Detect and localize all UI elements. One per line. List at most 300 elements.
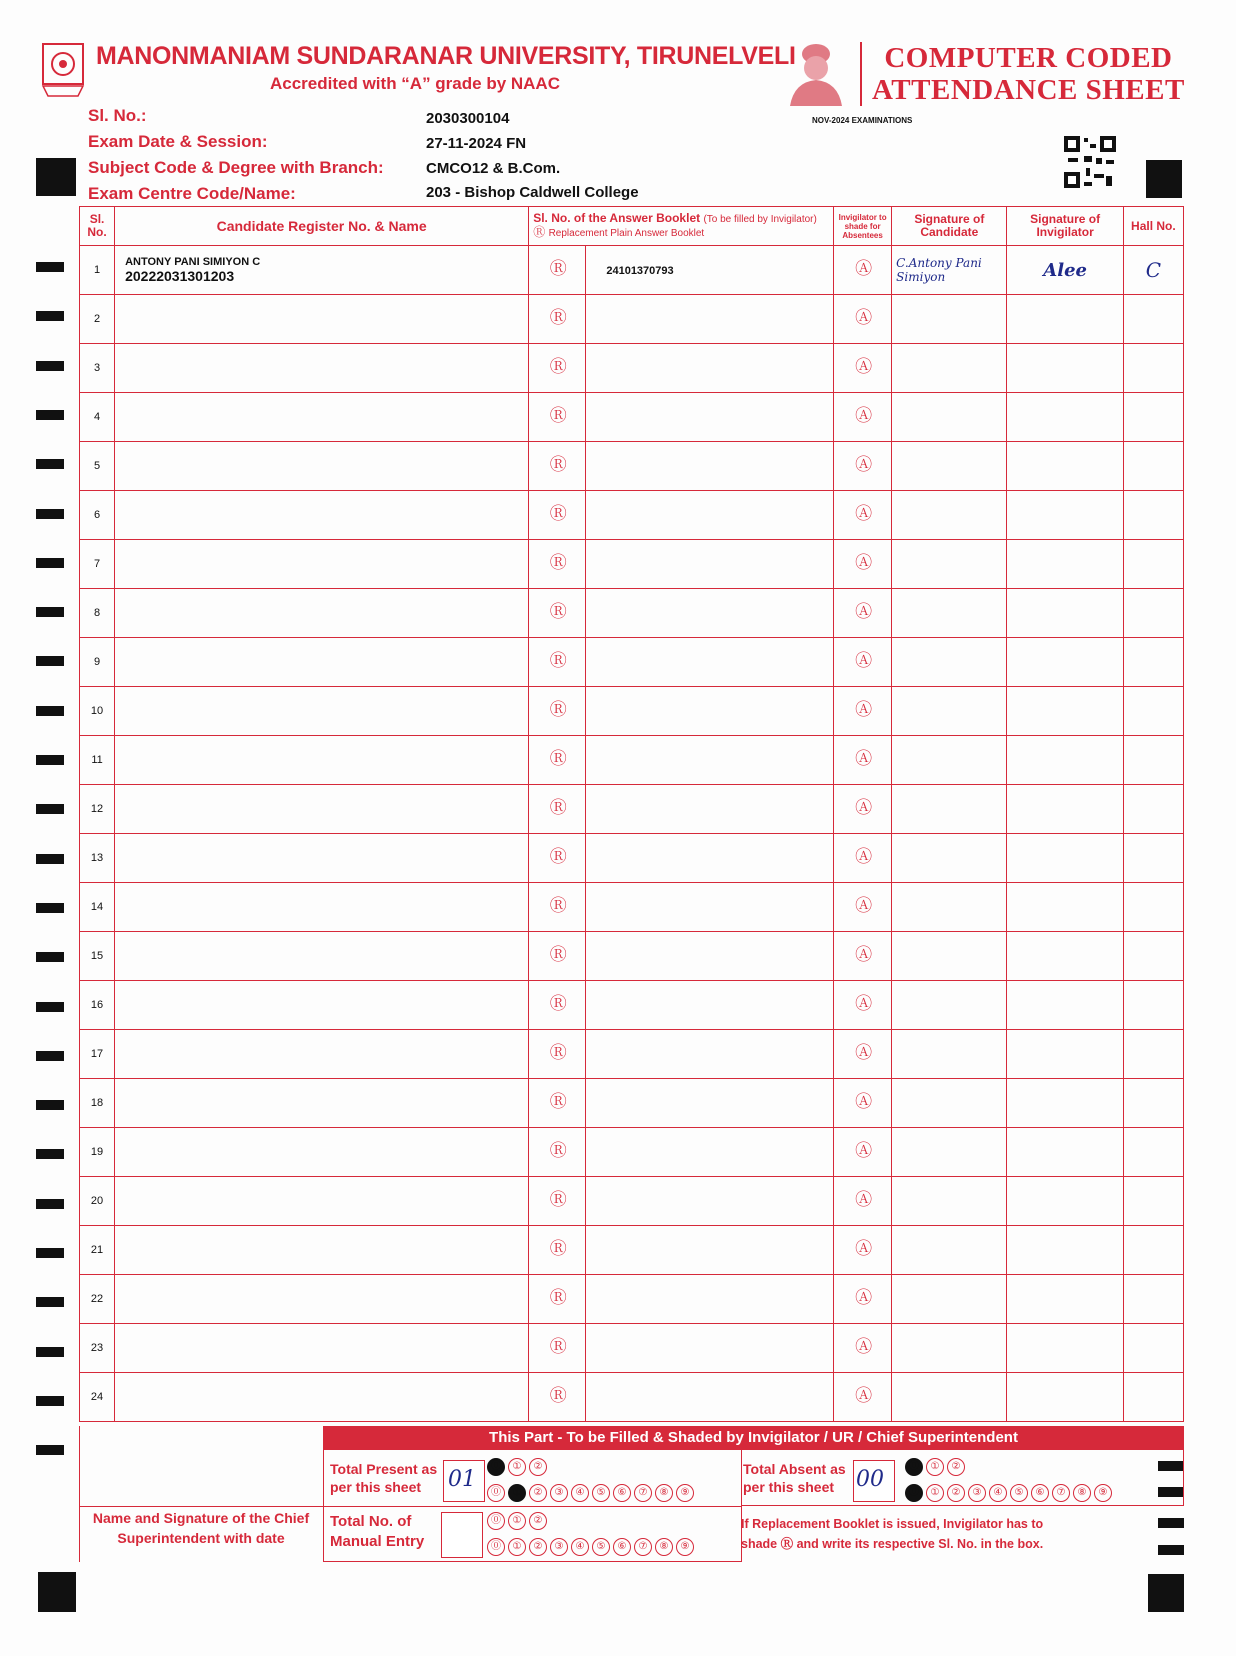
booklet-cell[interactable] bbox=[586, 393, 834, 442]
timing-mark bbox=[36, 656, 64, 666]
absent-bubble[interactable]: Ⓐ bbox=[855, 1386, 873, 1405]
absent-cell bbox=[834, 883, 892, 932]
replacement-cell bbox=[529, 1177, 586, 1226]
digit-bubble[interactable]: ⑥ bbox=[613, 1484, 631, 1502]
timing-mark bbox=[36, 410, 64, 420]
present-tens-bubbles[interactable] bbox=[487, 1456, 550, 1476]
replacement-bubble[interactable]: Ⓡ bbox=[549, 798, 567, 817]
replacement-bubble[interactable]: Ⓡ bbox=[549, 896, 567, 915]
invigilator-signature-cell[interactable] bbox=[1007, 589, 1123, 638]
booklet-cell[interactable] bbox=[586, 687, 834, 736]
hall-cell[interactable] bbox=[1123, 883, 1183, 932]
hall-cell[interactable] bbox=[1123, 1177, 1183, 1226]
absent-bubble[interactable]: Ⓐ bbox=[855, 308, 873, 327]
registration-mark bbox=[1148, 1574, 1184, 1612]
candidate-cell bbox=[115, 1079, 529, 1128]
booklet-cell[interactable] bbox=[586, 1275, 834, 1324]
replacement-bubble[interactable]: Ⓡ bbox=[549, 847, 567, 866]
digit-bubble[interactable]: ② bbox=[947, 1484, 965, 1502]
replacement-note: If Replacement Booklet is issued, Invigilator has to shade Ⓡ and write its respective Sl. No. in the box. bbox=[741, 1517, 1044, 1551]
sheet-title-line2: ATTENDANCE SHEET bbox=[872, 74, 1185, 106]
digit-bubble[interactable]: ⑦ bbox=[634, 1538, 652, 1556]
replacement-bubble[interactable]: Ⓡ bbox=[549, 651, 567, 670]
candidate-signature-cell[interactable] bbox=[892, 1177, 1007, 1226]
manual-units-bubbles[interactable] bbox=[487, 1536, 697, 1556]
candidate-cell bbox=[115, 736, 529, 785]
row-sl: 3 bbox=[80, 344, 115, 393]
timing-mark bbox=[36, 1347, 64, 1357]
invigilator-signature-cell[interactable] bbox=[1007, 1275, 1123, 1324]
replacement-bubble[interactable]: Ⓡ bbox=[549, 504, 567, 523]
invigilator-signature-cell[interactable] bbox=[1007, 1324, 1123, 1373]
booklet-cell[interactable] bbox=[586, 1128, 834, 1177]
timing-mark bbox=[36, 1100, 64, 1110]
candidate-cell bbox=[115, 540, 529, 589]
absent-bubble[interactable]: Ⓐ bbox=[855, 1043, 873, 1062]
replacement-bubble[interactable]: Ⓡ bbox=[549, 259, 567, 278]
replacement-bubble[interactable]: Ⓡ bbox=[549, 553, 567, 572]
candidate-cell bbox=[115, 1275, 529, 1324]
absent-bubble[interactable]: Ⓐ bbox=[855, 798, 873, 817]
booklet-cell[interactable] bbox=[586, 1373, 834, 1422]
invigilator-signature-cell[interactable] bbox=[1007, 785, 1123, 834]
invigilator-signature-cell[interactable] bbox=[1007, 344, 1123, 393]
total-present-box[interactable] bbox=[443, 1460, 485, 1502]
table-row bbox=[80, 246, 1184, 295]
manual-tens-bubbles[interactable] bbox=[487, 1510, 550, 1530]
row-sl: 22 bbox=[80, 1275, 115, 1324]
sl-no-value: 2030300104 bbox=[426, 110, 510, 127]
hall-cell[interactable] bbox=[1123, 785, 1183, 834]
candidate-signature-cell[interactable] bbox=[892, 834, 1007, 883]
hall-cell[interactable] bbox=[1123, 1128, 1183, 1177]
digit-bubble[interactable]: ⑨ bbox=[1094, 1484, 1112, 1502]
digit-bubble[interactable]: ⑦ bbox=[1052, 1484, 1070, 1502]
booklet-number: 24101370793 bbox=[606, 265, 674, 277]
candidate-cell bbox=[115, 1128, 529, 1177]
booklet-cell[interactable] bbox=[586, 246, 834, 295]
hall-cell[interactable] bbox=[1123, 491, 1183, 540]
hall-cell[interactable] bbox=[1123, 1226, 1183, 1275]
hall-cell[interactable] bbox=[1123, 638, 1183, 687]
booklet-cell[interactable] bbox=[586, 981, 834, 1030]
absent-bubble[interactable]: Ⓐ bbox=[855, 945, 873, 964]
table-row bbox=[80, 687, 1184, 736]
hall-cell[interactable] bbox=[1123, 246, 1183, 295]
absent-bubble[interactable]: Ⓐ bbox=[855, 1092, 873, 1111]
digit-bubble[interactable]: ⓪ bbox=[487, 1512, 505, 1530]
replacement-bubble[interactable]: Ⓡ bbox=[549, 357, 567, 376]
registration-mark bbox=[1146, 160, 1182, 198]
digit-bubble[interactable]: ⑥ bbox=[1031, 1484, 1049, 1502]
table-row bbox=[80, 491, 1184, 540]
absent-bubble[interactable]: Ⓐ bbox=[855, 847, 873, 866]
replacement-bubble[interactable]: Ⓡ bbox=[549, 1386, 567, 1405]
table-row bbox=[80, 981, 1184, 1030]
digit-bubble[interactable]: ⑧ bbox=[1073, 1484, 1091, 1502]
candidate-name: ANTONY PANI SIMIYON C bbox=[125, 256, 261, 268]
candidate-cell bbox=[115, 1373, 529, 1422]
invigilator-signature: Alee bbox=[1043, 259, 1087, 281]
hall-cell[interactable] bbox=[1123, 1324, 1183, 1373]
candidate-signature-cell[interactable] bbox=[892, 687, 1007, 736]
replacement-cell bbox=[529, 540, 586, 589]
timing-mark bbox=[36, 1445, 64, 1455]
digit-bubble[interactable]: ⑥ bbox=[613, 1538, 631, 1556]
invigilator-signature-cell[interactable] bbox=[1007, 981, 1123, 1030]
candidate-signature-cell[interactable] bbox=[892, 1079, 1007, 1128]
absent-cell bbox=[834, 540, 892, 589]
invigilator-signature-cell[interactable] bbox=[1007, 295, 1123, 344]
candidate-signature-cell[interactable] bbox=[892, 589, 1007, 638]
candidate-signature-cell[interactable] bbox=[892, 1324, 1007, 1373]
candidate-signature-cell[interactable] bbox=[892, 295, 1007, 344]
summary-section bbox=[79, 1426, 1184, 1562]
digit-bubble[interactable]: ⓪ bbox=[487, 1538, 505, 1556]
absent-bubble[interactable]: Ⓐ bbox=[855, 700, 873, 719]
timing-mark bbox=[36, 1199, 64, 1209]
total-present-label: Total Present as per this sheet bbox=[330, 1461, 438, 1495]
row-sl: 4 bbox=[80, 393, 115, 442]
absent-cell bbox=[834, 344, 892, 393]
replacement-bubble[interactable]: Ⓡ bbox=[549, 1239, 567, 1258]
digit-bubble[interactable]: ④ bbox=[571, 1484, 589, 1502]
row-sl: 11 bbox=[80, 736, 115, 785]
absent-bubble[interactable]: Ⓐ bbox=[855, 651, 873, 670]
replacement-bubble[interactable]: Ⓡ bbox=[549, 602, 567, 621]
hall-cell[interactable] bbox=[1123, 295, 1183, 344]
absent-bubble[interactable]: Ⓐ bbox=[855, 994, 873, 1013]
timing-mark bbox=[36, 361, 64, 371]
digit-bubble[interactable]: ⓪ bbox=[905, 1484, 923, 1502]
digit-bubble[interactable]: ⑤ bbox=[592, 1484, 610, 1502]
hall-cell[interactable] bbox=[1123, 344, 1183, 393]
digit-bubble[interactable]: ⑤ bbox=[1010, 1484, 1028, 1502]
present-units-bubbles[interactable] bbox=[487, 1482, 697, 1502]
digit-bubble[interactable]: ② bbox=[529, 1458, 547, 1476]
row-sl: 15 bbox=[80, 932, 115, 981]
digit-bubble[interactable]: ③ bbox=[550, 1484, 568, 1502]
booklet-cell[interactable] bbox=[586, 736, 834, 785]
absent-bubble[interactable]: Ⓐ bbox=[855, 749, 873, 768]
digit-bubble[interactable]: ⓪ bbox=[905, 1458, 923, 1476]
digit-bubble[interactable]: ① bbox=[508, 1538, 526, 1556]
candidate-signature-cell[interactable] bbox=[892, 540, 1007, 589]
invigilator-signature-cell[interactable] bbox=[1007, 1177, 1123, 1226]
candidate-signature-cell[interactable] bbox=[892, 883, 1007, 932]
invigilator-signature-cell[interactable] bbox=[1007, 246, 1123, 295]
digit-bubble[interactable]: ① bbox=[508, 1458, 526, 1476]
digit-bubble[interactable]: ④ bbox=[571, 1538, 589, 1556]
hall-cell[interactable] bbox=[1123, 1373, 1183, 1422]
booklet-cell[interactable] bbox=[586, 883, 834, 932]
invigilator-signature-cell[interactable] bbox=[1007, 736, 1123, 785]
booklet-cell[interactable] bbox=[586, 932, 834, 981]
digit-bubble[interactable]: ② bbox=[529, 1538, 547, 1556]
replacement-bubble[interactable]: Ⓡ bbox=[549, 1043, 567, 1062]
digit-bubble[interactable]: ⑤ bbox=[592, 1538, 610, 1556]
digit-bubble[interactable]: ⑨ bbox=[676, 1484, 694, 1502]
candidate-cell bbox=[115, 883, 529, 932]
timing-mark bbox=[36, 1051, 64, 1061]
candidate-signature-cell[interactable] bbox=[892, 638, 1007, 687]
row-sl: 13 bbox=[80, 834, 115, 883]
hall-cell[interactable] bbox=[1123, 589, 1183, 638]
absent-cell bbox=[834, 246, 892, 295]
hall-cell[interactable] bbox=[1123, 981, 1183, 1030]
founder-portrait bbox=[784, 40, 848, 106]
replacement-bubble[interactable]: Ⓡ bbox=[549, 945, 567, 964]
invigilator-signature-cell[interactable] bbox=[1007, 1030, 1123, 1079]
booklet-cell[interactable] bbox=[586, 834, 834, 883]
invigilator-signature-cell[interactable] bbox=[1007, 1079, 1123, 1128]
candidate-signature-cell[interactable] bbox=[892, 1030, 1007, 1079]
digit-bubble[interactable]: ① bbox=[508, 1512, 526, 1530]
table-row bbox=[80, 1226, 1184, 1275]
replacement-bubble[interactable]: Ⓡ bbox=[549, 1190, 567, 1209]
absent-bubble[interactable]: Ⓐ bbox=[855, 1288, 873, 1307]
accreditation-text: Accredited with “A” grade by NAAC bbox=[270, 74, 560, 93]
candidate-signature-cell[interactable] bbox=[892, 1128, 1007, 1177]
table-row bbox=[80, 1275, 1184, 1324]
candidate-signature-cell[interactable] bbox=[892, 246, 1007, 295]
digit-bubble[interactable]: ③ bbox=[550, 1538, 568, 1556]
digit-bubble[interactable]: ⑦ bbox=[634, 1484, 652, 1502]
header-booklet-sub: Replacement Plain Answer Booklet bbox=[548, 228, 705, 239]
booklet-cell[interactable] bbox=[586, 638, 834, 687]
table-row bbox=[80, 1128, 1184, 1177]
booklet-cell[interactable] bbox=[586, 1177, 834, 1226]
row-sl: 10 bbox=[80, 687, 115, 736]
exam-date-value: 27-11-2024 FN bbox=[426, 135, 527, 152]
university-logo bbox=[40, 42, 86, 98]
row-sl: 7 bbox=[80, 540, 115, 589]
candidate-signature: C.Antony Pani Simiyon bbox=[896, 256, 982, 284]
header-signature-candidate: Signature of Candidate bbox=[892, 207, 1007, 246]
digit-bubble[interactable]: ③ bbox=[968, 1484, 986, 1502]
replacement-bubble[interactable]: Ⓡ bbox=[549, 700, 567, 719]
candidate-signature-cell[interactable] bbox=[892, 1226, 1007, 1275]
timing-mark bbox=[36, 755, 64, 765]
replacement-bubble[interactable]: Ⓡ bbox=[549, 455, 567, 474]
absent-bubble[interactable]: Ⓐ bbox=[855, 1337, 873, 1356]
absent-bubble[interactable]: Ⓐ bbox=[855, 406, 873, 425]
invigilator-signature-cell[interactable] bbox=[1007, 1128, 1123, 1177]
hall-cell[interactable] bbox=[1123, 1079, 1183, 1128]
replacement-bubble[interactable]: Ⓡ bbox=[549, 1092, 567, 1111]
absent-bubble[interactable]: Ⓐ bbox=[855, 1190, 873, 1209]
replacement-cell bbox=[529, 736, 586, 785]
digit-bubble[interactable]: ⓪ bbox=[487, 1458, 505, 1476]
candidate-cell bbox=[115, 785, 529, 834]
absent-tens-bubbles[interactable] bbox=[905, 1456, 968, 1476]
row-sl: 20 bbox=[80, 1177, 115, 1226]
digit-bubble[interactable]: ⑧ bbox=[655, 1484, 673, 1502]
invigilator-signature-cell[interactable] bbox=[1007, 687, 1123, 736]
timing-mark bbox=[36, 607, 64, 617]
hall-cell[interactable] bbox=[1123, 834, 1183, 883]
hall-cell[interactable] bbox=[1123, 442, 1183, 491]
row-sl: 8 bbox=[80, 589, 115, 638]
hall-cell[interactable] bbox=[1123, 687, 1183, 736]
candidate-signature-cell[interactable] bbox=[892, 1275, 1007, 1324]
invigilator-signature-cell[interactable] bbox=[1007, 540, 1123, 589]
row-sl: 19 bbox=[80, 1128, 115, 1177]
hall-cell[interactable] bbox=[1123, 540, 1183, 589]
digit-bubble[interactable]: ② bbox=[529, 1484, 547, 1502]
replacement-bubble[interactable]: Ⓡ bbox=[549, 1141, 567, 1160]
replacement-cell bbox=[529, 344, 586, 393]
digit-bubble[interactable]: ⑨ bbox=[676, 1538, 694, 1556]
replacement-bubble[interactable]: Ⓡ bbox=[549, 308, 567, 327]
table-row bbox=[80, 1030, 1184, 1079]
candidate-cell bbox=[115, 442, 529, 491]
timing-mark bbox=[36, 459, 64, 469]
replacement-bubble[interactable]: Ⓡ bbox=[549, 1337, 567, 1356]
timing-mark bbox=[36, 509, 64, 519]
booklet-cell[interactable] bbox=[586, 589, 834, 638]
candidate-cell bbox=[115, 638, 529, 687]
total-absent-value: 00 bbox=[856, 1467, 884, 1492]
invigilator-signature-cell[interactable] bbox=[1007, 932, 1123, 981]
invigilator-signature-cell[interactable] bbox=[1007, 491, 1123, 540]
candidate-register-no: 20222031301203 bbox=[125, 268, 235, 284]
digit-bubble[interactable]: ① bbox=[926, 1484, 944, 1502]
replacement-cell bbox=[529, 1128, 586, 1177]
booklet-cell[interactable] bbox=[586, 491, 834, 540]
absent-bubble[interactable]: Ⓐ bbox=[855, 455, 873, 474]
absent-bubble[interactable]: Ⓐ bbox=[855, 1239, 873, 1258]
timing-mark bbox=[36, 1248, 64, 1258]
candidate-signature-cell[interactable] bbox=[892, 393, 1007, 442]
hall-cell[interactable] bbox=[1123, 1275, 1183, 1324]
table-row bbox=[80, 834, 1184, 883]
absent-cell bbox=[834, 393, 892, 442]
absent-bubble[interactable]: Ⓐ bbox=[855, 259, 873, 278]
absent-cell bbox=[834, 785, 892, 834]
digit-bubble[interactable]: ⓪ bbox=[487, 1484, 505, 1502]
candidate-cell bbox=[115, 1226, 529, 1275]
replacement-cell bbox=[529, 442, 586, 491]
total-absent-box[interactable] bbox=[853, 1460, 895, 1502]
absent-bubble[interactable]: Ⓐ bbox=[855, 504, 873, 523]
candidate-signature-cell[interactable] bbox=[892, 1373, 1007, 1422]
absent-cell bbox=[834, 834, 892, 883]
registration-mark bbox=[36, 158, 76, 196]
candidate-cell bbox=[115, 393, 529, 442]
hall-cell[interactable] bbox=[1123, 736, 1183, 785]
invigilator-signature-cell[interactable] bbox=[1007, 393, 1123, 442]
digit-bubble[interactable]: ① bbox=[508, 1484, 526, 1502]
candidate-signature-cell[interactable] bbox=[892, 736, 1007, 785]
candidate-cell bbox=[115, 344, 529, 393]
invigilator-signature-cell[interactable] bbox=[1007, 834, 1123, 883]
absent-bubble[interactable]: Ⓐ bbox=[855, 602, 873, 621]
candidate-cell bbox=[115, 687, 529, 736]
absent-cell bbox=[834, 295, 892, 344]
hall-cell[interactable] bbox=[1123, 1030, 1183, 1079]
candidate-signature-cell[interactable] bbox=[892, 785, 1007, 834]
table-row bbox=[80, 344, 1184, 393]
invigilator-signature-cell[interactable] bbox=[1007, 638, 1123, 687]
candidate-signature-cell[interactable] bbox=[892, 981, 1007, 1030]
absent-bubble[interactable]: Ⓐ bbox=[855, 553, 873, 572]
replacement-cell bbox=[529, 785, 586, 834]
replacement-cell bbox=[529, 295, 586, 344]
digit-bubble[interactable]: ② bbox=[529, 1512, 547, 1530]
invigilator-signature-cell[interactable] bbox=[1007, 883, 1123, 932]
absent-cell bbox=[834, 1079, 892, 1128]
candidate-signature-cell[interactable] bbox=[892, 442, 1007, 491]
table-row bbox=[80, 785, 1184, 834]
replacement-bubble[interactable]: Ⓡ bbox=[549, 994, 567, 1013]
absent-bubble[interactable]: Ⓐ bbox=[855, 1141, 873, 1160]
table-row bbox=[80, 442, 1184, 491]
row-sl: 18 bbox=[80, 1079, 115, 1128]
booklet-cell[interactable] bbox=[586, 1079, 834, 1128]
digit-bubble[interactable]: ⑧ bbox=[655, 1538, 673, 1556]
header-invigilator-shade: Invigilator to shade for Absentees bbox=[834, 207, 892, 246]
candidate-signature-cell[interactable] bbox=[892, 932, 1007, 981]
table-row bbox=[80, 1079, 1184, 1128]
booklet-cell[interactable] bbox=[586, 442, 834, 491]
manual-entry-box[interactable] bbox=[441, 1512, 483, 1558]
summary-header: This Part - To be Filled & Shaded by Invigilator / UR / Chief Superintendent bbox=[323, 1426, 1184, 1450]
booklet-cell[interactable] bbox=[586, 295, 834, 344]
replacement-bubble[interactable]: Ⓡ bbox=[549, 749, 567, 768]
candidate-signature-cell[interactable] bbox=[892, 491, 1007, 540]
booklet-cell[interactable] bbox=[586, 1226, 834, 1275]
digit-bubble[interactable]: ② bbox=[947, 1458, 965, 1476]
row-sl: 2 bbox=[80, 295, 115, 344]
absent-cell bbox=[834, 1373, 892, 1422]
absent-units-bubbles[interactable] bbox=[905, 1482, 1115, 1502]
invigilator-signature-cell[interactable] bbox=[1007, 1226, 1123, 1275]
timing-mark bbox=[36, 558, 64, 568]
replacement-cell bbox=[529, 589, 586, 638]
hall-cell[interactable] bbox=[1123, 932, 1183, 981]
manual-entry-label: Total No. of Manual Entry bbox=[330, 1513, 425, 1550]
hall-cell[interactable] bbox=[1123, 393, 1183, 442]
subject-label: Subject Code & Degree with Branch: bbox=[88, 158, 384, 177]
candidate-cell bbox=[115, 1030, 529, 1079]
absent-cell bbox=[834, 687, 892, 736]
booklet-cell[interactable] bbox=[586, 1324, 834, 1373]
booklet-cell[interactable] bbox=[586, 785, 834, 834]
absent-bubble[interactable]: Ⓐ bbox=[855, 357, 873, 376]
table-row bbox=[80, 883, 1184, 932]
digit-bubble[interactable]: ① bbox=[926, 1458, 944, 1476]
header-sl: Sl. No. bbox=[80, 207, 115, 246]
candidate-cell bbox=[115, 834, 529, 883]
invigilator-signature-cell[interactable] bbox=[1007, 442, 1123, 491]
booklet-cell[interactable] bbox=[586, 344, 834, 393]
replacement-cell bbox=[529, 687, 586, 736]
booklet-cell[interactable] bbox=[586, 1030, 834, 1079]
replacement-cell bbox=[529, 638, 586, 687]
row-sl: 9 bbox=[80, 638, 115, 687]
table-row bbox=[80, 295, 1184, 344]
replacement-bubble[interactable]: Ⓡ bbox=[549, 406, 567, 425]
candidate-cell bbox=[115, 1324, 529, 1373]
candidate-signature-cell[interactable] bbox=[892, 344, 1007, 393]
digit-bubble[interactable]: ④ bbox=[989, 1484, 1007, 1502]
absent-bubble[interactable]: Ⓐ bbox=[855, 896, 873, 915]
replacement-bubble[interactable]: Ⓡ bbox=[549, 1288, 567, 1307]
booklet-cell[interactable] bbox=[586, 540, 834, 589]
invigilator-signature-cell[interactable] bbox=[1007, 1373, 1123, 1422]
header-candidate: Candidate Register No. & Name bbox=[115, 207, 529, 246]
